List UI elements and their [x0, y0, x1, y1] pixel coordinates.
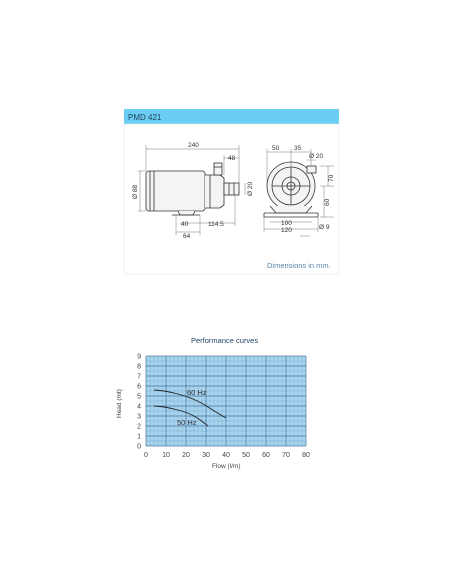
y-tick-label: 9	[137, 353, 141, 361]
plot-grid	[146, 356, 306, 446]
y-tick-label: 3	[137, 413, 141, 421]
dim-114-5: 114.5	[208, 221, 224, 228]
y-tick-label: 5	[137, 393, 141, 401]
x-tick-label: 70	[282, 452, 290, 459]
y-tick-labels	[137, 354, 141, 451]
x-tick-label: 0	[144, 452, 148, 459]
dim-50: 50	[272, 145, 280, 152]
y-tick-label: 0	[137, 443, 141, 451]
y-tick-label: 4	[137, 403, 141, 411]
y-tick-label: 6	[137, 383, 141, 391]
y-tick-label: 2	[137, 423, 141, 431]
x-tick-label: 10	[162, 452, 170, 459]
x-tick-label: 20	[182, 452, 190, 459]
dim-48: 48	[228, 155, 236, 162]
dim-40: 40	[181, 221, 189, 228]
dim-120: 120	[281, 227, 292, 234]
dim-diameter-20-side: Ø 20	[247, 181, 254, 196]
dimensions-caption: Dimensions in mm.	[267, 261, 331, 270]
dim-64: 64	[183, 233, 191, 240]
dim-diameter-88: Ø 88	[132, 184, 139, 199]
y-tick-label: 8	[137, 363, 141, 371]
dim-diameter-20-front: Ø 20	[309, 153, 324, 160]
y-tick-label: 7	[137, 373, 141, 381]
y-tick-label: 1	[137, 433, 141, 441]
dim-diameter-9: Ø 9	[319, 224, 330, 231]
series-label-50hz: 50 Hz	[177, 418, 197, 427]
x-tick-label: 50	[242, 452, 250, 459]
series-label-60hz: 60 Hz	[187, 388, 207, 397]
x-tick-label: 40	[222, 452, 230, 459]
dim-35: 35	[294, 145, 302, 152]
dim-70: 70	[328, 174, 335, 182]
performance-title: Performance curves	[191, 336, 259, 345]
dim-length-240: 240	[188, 142, 199, 149]
dim-60: 60	[324, 198, 331, 206]
y-axis-label: Head (mt)	[116, 389, 123, 418]
x-tick-label: 80	[302, 452, 310, 459]
x-tick-label: 30	[202, 452, 210, 459]
x-axis-label: Flow (l/m)	[212, 463, 241, 470]
x-tick-label: 60	[262, 452, 270, 459]
header-title: PMD 421	[128, 113, 162, 122]
x-tick-labels	[144, 452, 310, 459]
dim-100: 100	[281, 220, 292, 227]
